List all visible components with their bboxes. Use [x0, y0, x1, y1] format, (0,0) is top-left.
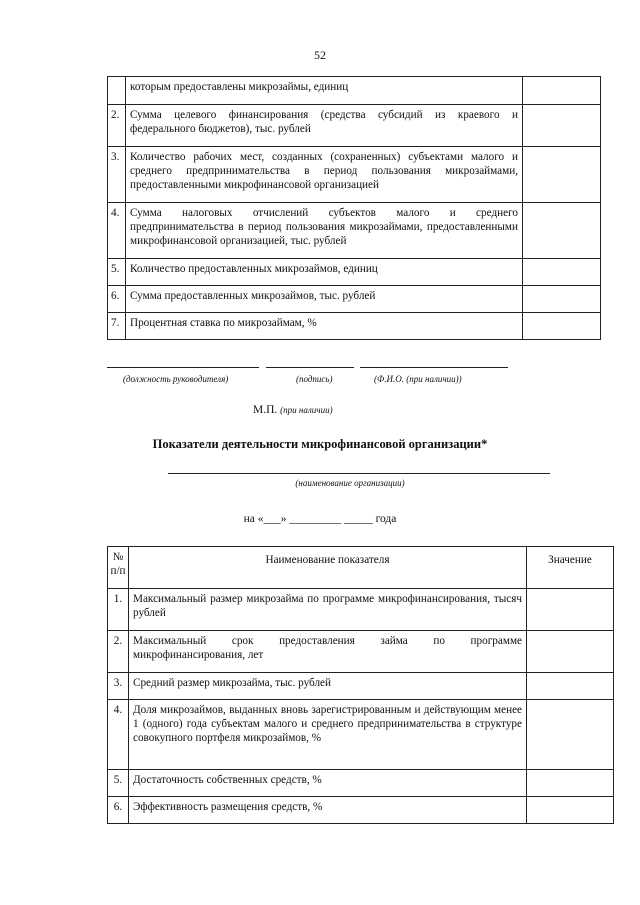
row-text: Сумма предоставленных микрозаймов, тыс. рублей [126, 286, 523, 313]
table-row [108, 105, 601, 147]
table-row [108, 700, 614, 770]
row-number: 5. [108, 259, 126, 286]
row-number: 3. [108, 673, 129, 700]
row-number: 1. [108, 589, 129, 631]
row-number: 6. [108, 797, 129, 824]
seal-text: М.П. [253, 404, 278, 416]
row-number [108, 77, 126, 105]
row-value-cell[interactable] [523, 259, 601, 286]
row-value-cell[interactable] [527, 700, 614, 770]
header-value: Значение [527, 547, 614, 589]
row-value-cell[interactable] [527, 673, 614, 700]
row-text: Достаточность собственных средств, % [129, 770, 527, 797]
report-date-line: на «___» _________ _____ года [243, 513, 397, 525]
row-value-cell[interactable] [523, 203, 601, 259]
row-number: 2. [108, 631, 129, 673]
table-row [108, 147, 601, 203]
row-value-cell[interactable] [523, 105, 601, 147]
organization-line [168, 473, 550, 474]
organization-label: (наименование организации) [295, 478, 405, 488]
row-value-cell[interactable] [527, 797, 614, 824]
table-row [108, 770, 614, 797]
row-number: 4. [108, 700, 129, 770]
header-name: Наименование показателя [129, 547, 527, 589]
row-text: Количество рабочих мест, созданных (сохраненных) субъектами малого и среднего предпринимательства в период пользования микрозаймами, предоставленными микрофинансовой организацией [126, 147, 523, 203]
name-line [360, 367, 508, 368]
row-text: Максимальный срок предоставления займа по программе микрофинансирования, лет [129, 631, 527, 673]
row-number: 3. [108, 147, 126, 203]
table-row [108, 286, 601, 313]
position-line [107, 367, 259, 368]
name-label: (Ф.И.О. (при наличии)) [374, 374, 462, 384]
signature-line [266, 367, 354, 368]
row-number: 6. [108, 286, 126, 313]
table-row [108, 673, 614, 700]
row-text: Сумма целевого финансирования (средства субсидий из краевого и федерального бюджетов), тыс. рублей [126, 105, 523, 147]
position-label: (должность руководителя) [123, 374, 229, 384]
table-row [108, 313, 601, 340]
table-row [108, 77, 601, 105]
signature-label: (подпись) [296, 374, 333, 384]
row-value-cell[interactable] [523, 286, 601, 313]
row-text: Средний размер микрозайма, тыс. рублей [129, 673, 527, 700]
header-number: № п/п [108, 547, 129, 589]
table-row [108, 259, 601, 286]
row-value-cell[interactable] [527, 631, 614, 673]
row-value-cell[interactable] [527, 770, 614, 797]
row-text: Количество предоставленных микрозаймов, единиц [126, 259, 523, 286]
indicators-table-continued [107, 76, 601, 340]
row-text: Максимальный размер микрозайма по программе микрофинансирования, тысяч рублей [129, 589, 527, 631]
row-number: 4. [108, 203, 126, 259]
page-number: 52 [314, 48, 326, 62]
row-text: Доля микрозаймов, выданных вновь зарегистрированным и действующим менее 1 (одного) года субъектам малого и среднего предпринимательства в структуре совокупного портфеля микрозаймов, % [129, 700, 527, 770]
table-header-row [108, 547, 614, 589]
row-text: Сумма налоговых отчислений субъектов малого и среднего предпринимательства в период пользования микрозаймами, предоставленными микрофинансовой организацией, тыс. рублей [126, 203, 523, 259]
row-text: Процентная ставка по микрозаймам, % [126, 313, 523, 340]
section-title: Показатели деятельности микрофинансовой организации* [152, 437, 488, 451]
table-row [108, 589, 614, 631]
seal-note: (при наличии) [280, 405, 333, 415]
row-number: 2. [108, 105, 126, 147]
seal-mark [253, 404, 333, 416]
row-number: 7. [108, 313, 126, 340]
row-value-cell[interactable] [523, 313, 601, 340]
table-row [108, 797, 614, 824]
row-text: Эффективность размещения средств, % [129, 797, 527, 824]
row-number: 5. [108, 770, 129, 797]
organization-indicators-table [107, 546, 614, 824]
row-value-cell[interactable] [527, 589, 614, 631]
row-value-cell[interactable] [523, 77, 601, 105]
row-value-cell[interactable] [523, 147, 601, 203]
table-row [108, 631, 614, 673]
row-text: которым предоставлены микрозаймы, единиц [126, 77, 523, 105]
table-row [108, 203, 601, 259]
